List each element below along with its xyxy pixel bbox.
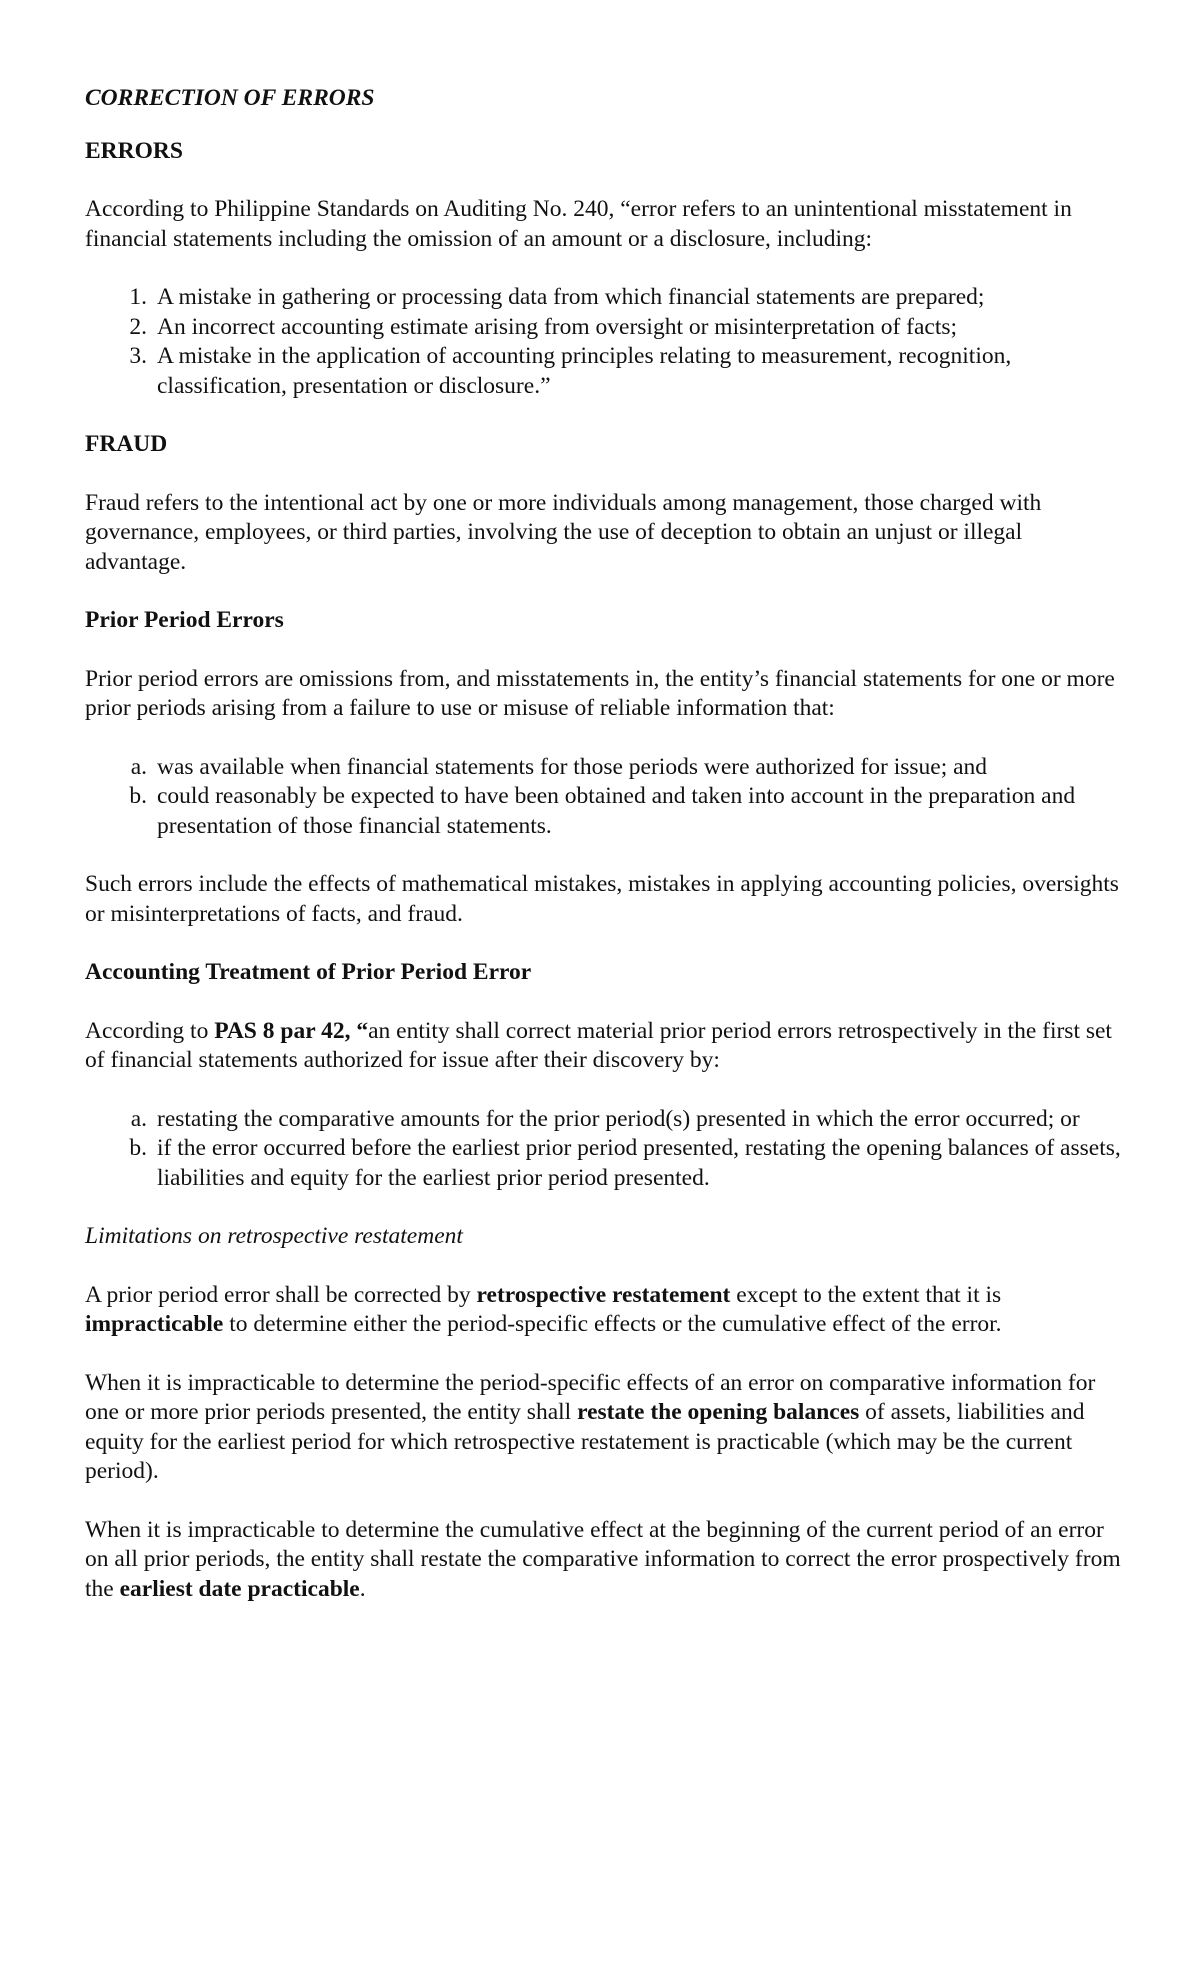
list-marker: b. xyxy=(129,1135,147,1161)
text-run: When it is impracticable to determine the period-specific effects of an error on comparative information for one or more prior periods presented, the entity shall xyxy=(85,1369,1096,1425)
prior-period-intro: Prior period errors are omissions from, and misstatements in, the entity’s financial statements for one or more prior periods arising from a failure to use or misuse of reliable information that: xyxy=(85,665,1115,721)
text-run: When it is impracticable to determine the cumulative effect at the beginning of the current period of an error on all prior periods, the entity shall restate the comparative information to correct the error prospectively from the xyxy=(85,1516,1121,1602)
fraud-heading: FRAUD xyxy=(85,431,168,457)
text-run: . xyxy=(359,1575,366,1602)
errors-intro: According to Philippine Standards on Auditing No. 240, “error refers to an unintentional misstatement in financial statements including the omission of an amount or a disclosure, including: xyxy=(85,196,1072,252)
list-marker: a. xyxy=(130,753,147,780)
list-item xyxy=(85,342,1125,401)
document-page xyxy=(85,84,1125,1633)
emphasis-impracticable: impracticable xyxy=(85,1311,224,1337)
limitations-paragraph-2 xyxy=(85,1369,1125,1487)
prior-period-heading: Prior Period Errors xyxy=(85,607,284,633)
errors-heading: ERRORS xyxy=(85,137,183,164)
document-title: CORRECTION OF ERRORS xyxy=(85,85,375,111)
list-item xyxy=(85,1105,1125,1135)
prior-period-closing: Such errors include the effects of mathematical mistakes, mistakes in applying accounting policies, oversights or misinterpretations of facts, and fraud. xyxy=(85,871,1119,927)
list-marker: b. xyxy=(129,783,147,809)
list-item xyxy=(85,782,1125,841)
list-item xyxy=(85,753,1125,783)
text-run: to determine either the period-specific effects or the cumulative effect of the error. xyxy=(223,1311,1002,1337)
list-item-text: if the error occurred before the earliest prior period presented, restating the opening balances of assets, liabilities and equity for the earliest prior period presented. xyxy=(157,1135,1121,1191)
list-item-text: was available when financial statements for those periods were authorized for issue; and xyxy=(157,753,988,780)
list-marker: 1. xyxy=(129,284,147,310)
emphasis-earliest-date-practicable: earliest date practicable xyxy=(119,1575,360,1602)
limitations-paragraph-3 xyxy=(85,1516,1125,1605)
fraud-text: Fraud refers to the intentional act by one or more individuals among management, those charged with governance, employees, or third parties, involving the use of deception to obtain an unjust or illegal advantage. xyxy=(85,489,1042,575)
list-marker: 3. xyxy=(129,343,147,369)
list-item-text: restating the comparative amounts for the prior period(s) presented in which the error occurred; or xyxy=(157,1105,1080,1132)
list-item-text: A mistake in the application of accounting principles relating to measurement, recognition, classification, presentation or disclosure.” xyxy=(157,343,1012,399)
list-item-text: An incorrect accounting estimate arising from oversight or misinterpretation of facts; xyxy=(157,313,958,340)
prior-period-list xyxy=(85,753,1125,842)
treatment-intro xyxy=(85,1017,1125,1076)
pas8-reference: PAS 8 par 42, “ xyxy=(214,1017,369,1044)
limitations-heading: Limitations on retrospective restatement xyxy=(85,1223,463,1249)
text-run: A prior period error shall be corrected by xyxy=(85,1281,477,1308)
treatment-intro-suffix: an entity shall correct material prior period errors retrospectively in the first set of financial statements authorized for issue after their discovery by: xyxy=(85,1017,1112,1073)
fraud-section xyxy=(85,430,1125,577)
text-run: except to the extent that it is xyxy=(730,1281,1002,1308)
errors-section xyxy=(85,137,1125,402)
list-marker: 2. xyxy=(129,313,147,340)
treatment-heading: Accounting Treatment of Prior Period Error xyxy=(85,959,532,985)
errors-list xyxy=(85,283,1125,401)
list-item-text: A mistake in gathering or processing data from which financial statements are prepared; xyxy=(157,284,985,310)
treatment-list xyxy=(85,1105,1125,1194)
list-marker: a. xyxy=(130,1105,147,1132)
text-run: of assets, liabilities and equity for the earliest period for which retrospective restatement is practicable (which may be the current period). xyxy=(85,1399,1085,1484)
list-item xyxy=(85,313,1125,343)
list-item-text: could reasonably be expected to have been obtained and taken into account in the preparation and presentation of those financial statements. xyxy=(157,783,1076,839)
emphasis-restate-opening-balances: restate the opening balances xyxy=(577,1399,860,1425)
treatment-section xyxy=(85,958,1125,1193)
prior-period-section xyxy=(85,606,1125,929)
list-item xyxy=(85,283,1125,313)
list-item xyxy=(85,1134,1125,1193)
treatment-intro-prefix: According to xyxy=(85,1017,215,1044)
limitations-paragraph-1 xyxy=(85,1281,1125,1340)
emphasis-retrospective-restatement: retrospective restatement xyxy=(476,1281,731,1308)
limitations-section xyxy=(85,1222,1125,1604)
